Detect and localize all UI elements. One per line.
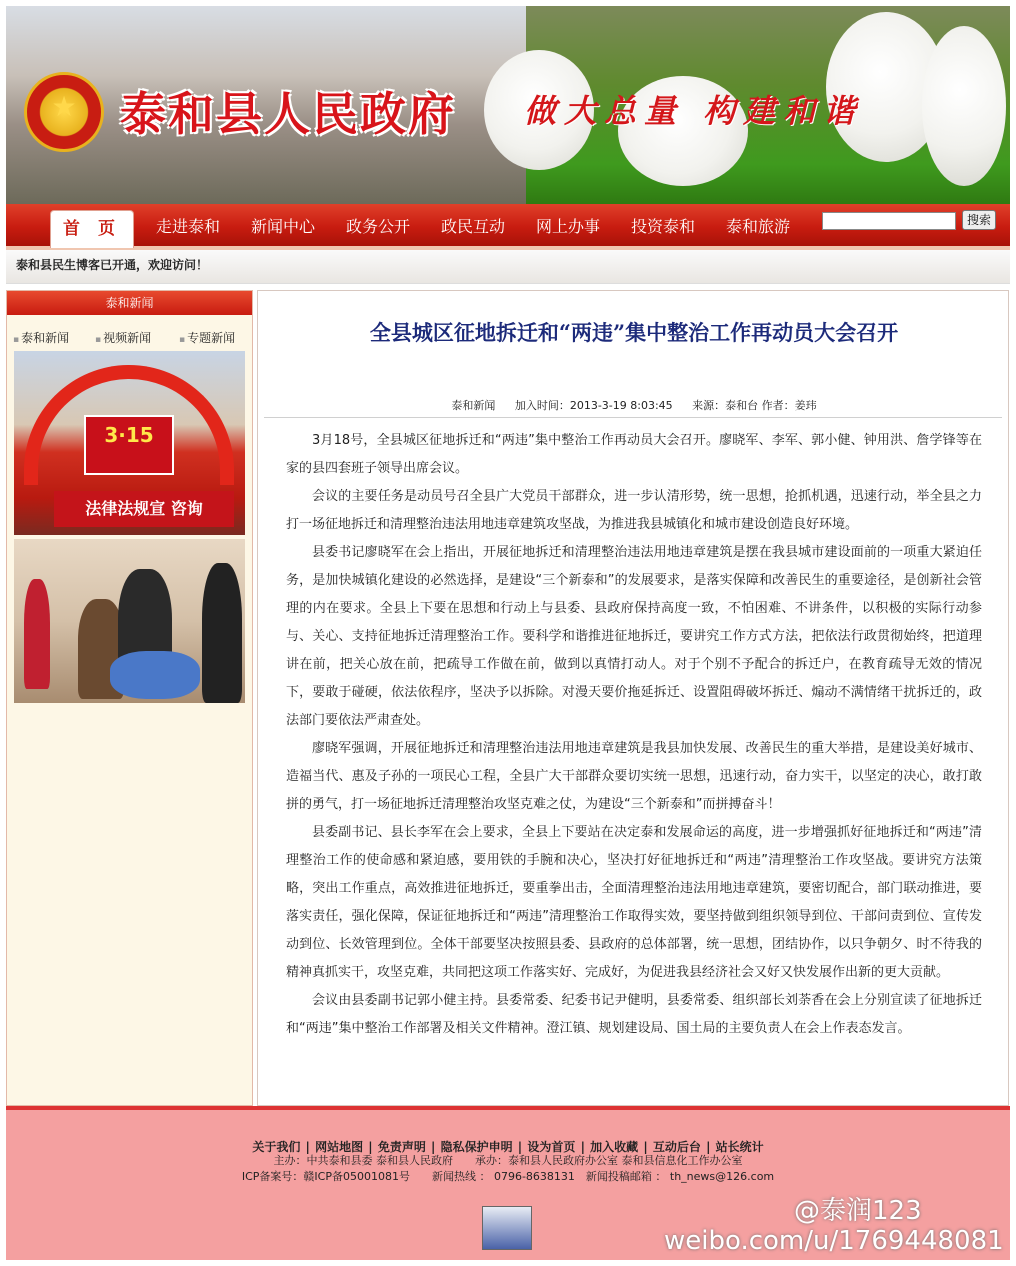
article-time: 加入时间：2013-3-19 8:03:45 (514, 399, 673, 412)
bullet-icon: ▪ (95, 335, 102, 345)
article-meta (258, 397, 1010, 413)
weibo-handle-watermark: @泰润123 (794, 1196, 922, 1226)
nav-item-gov-affairs[interactable]: 政务公开 (346, 217, 411, 236)
nav-item-about[interactable]: 走进泰和 (156, 217, 221, 236)
sidebar-tabs (7, 329, 252, 345)
main-nav (6, 204, 1010, 250)
national-emblem-icon: ★ (24, 72, 104, 152)
tab-taihe-news[interactable]: ▪ 泰和新闻 (13, 331, 70, 345)
bullet-icon: ▪ (179, 335, 186, 345)
bullet-icon: ▪ (13, 335, 20, 345)
site-badge-icon[interactable] (482, 1206, 532, 1250)
article-title: 全县城区征地拆迁和“两违”集中整治工作再动员大会召开 (369, 320, 899, 345)
photo-banner-table: 法律法规宣 咨询 (54, 491, 234, 527)
article-paragraph: 会议由县委副书记郭小健主持。县委常委、纪委书记尹健明，县委常委、组织部长刘荼香在会上分别宣读了征地拆迁和“两违”集中整治工作部署及相关文件精神。澄江镇、规划建设局、国土局的主要负责人在会上作表态发言。 (286, 993, 982, 1036)
footer-link-set-home[interactable]: 设为首页 (527, 1140, 576, 1154)
nav-item-online-services[interactable]: 网上办事 (536, 217, 601, 236)
tab-video-news[interactable]: ▪ 视频新闻 (95, 331, 152, 345)
footer-link-about[interactable]: 关于我们 (252, 1140, 301, 1154)
footer-link-admin[interactable]: 互动后台 (652, 1140, 701, 1154)
news-photo-consumer-day[interactable] (14, 351, 245, 535)
search-input[interactable] (822, 212, 956, 230)
photo-board: 3·15 (84, 415, 174, 475)
banner-slogan: 做大总量 构建和谐 (524, 92, 864, 130)
article-paragraph: 会议的主要任务是动员号召全县广大党员干部群众，进一步认清形势，统一思想，抢抓机遇，迅速行动，举全县之力打一场征地拆迁和清理整治违法用地违章建筑攻坚战，为推进我县城镇化和城市建设创造良好环境。 (286, 489, 982, 532)
weibo-url-watermark: weibo.com/u/1769448081 (664, 1226, 1004, 1256)
footer-link-privacy[interactable]: 隐私保护申明 (440, 1140, 513, 1154)
nav-item-home[interactable]: 首 页 (50, 210, 134, 248)
article-paragraph: 县委副书记、县长李军在会上要求，全县上下要站在决定泰和发展命运的高度，进一步增强抓好征地拆迁和“两违”清理整治工作的使命感和紧迫感，要用铁的手腕和决心，坚决打好征地拆迁和“两违”清理整治工作攻坚战。要讲究方法策略，突出工作重点，高效推进征地拆迁，要重拳出击，全面清理整治违法用地违章建筑，要密切配合，部门联动推进，要落实责任，强化保障，保证征地拆迁和“两违”清理整治工作取得实效，要坚持做到组织领导到位、干部问责到位、宣传发动到位、长效管理到位。全体干部要坚决按照县委、县政府的总体部署，统一思想，团结协作，以只争朝夕、时不待我的精神真抓实干，攻坚克难，共同把这项工作落实好、完成好，为促进我县经济社会又好又快发展作出新的更大贡献。 (286, 825, 982, 980)
nav-item-investment[interactable]: 投资泰和 (631, 217, 696, 236)
article-source: 来源：泰和台 作者：姜玮 (692, 399, 817, 412)
sidebar (6, 290, 253, 1106)
article-paragraph: 县委书记廖晓军在会上指出，开展征地拆迁和清理整治违法用地违章建筑是摆在我县城市建设面前的一项重大紧迫任务，是加快城镇化建设的必然选择，是建设“三个新泰和”的发展要求，是落实保障和改善民生的重要途径，是创新社会管理的内在要求。全县上下要在思想和行动上与县委、县政府保持高度一致，不怕困难、不讲条件，以积极的实际行动参与、关心、支持征地拆迁清理整治工作。要科学和谐推进征地拆迁，要讲究工作方式方法，把依法行政贯彻始终，把道理讲在前，把关心放在前，把疏导工作做在前，做到以真情打动人。对于个别不予配合的拆迁户，在教育疏导无效的情况下，要敢于碰硬，依法依程序，坚决予以拆除。对漫天要价拖延拆迁、设置阻碍破坏拆迁、煽动不满情绪干扰拆迁的，政法部门要依法严肃查处。 (286, 545, 982, 728)
footer-links: 关于我们 | 网站地图 | 免责声明 | 隐私保护申明 | 设为首页 | 加入收藏 | 互动后台 | 站长统计 (252, 1140, 764, 1154)
article-paragraph: 廖晓军强调，开展征地拆迁和清理整治违法用地违章建筑是我县加快发展、改善民生的重大举措，是建设美好城市、造福当代、惠及子孙的一项民心工程，全县广大干部群众要切实统一思想，迅速行动，奋力实干，以坚定的决心，敢打敢拼的勇气，打一场征地拆迁清理整治攻坚克难之仗，为建设“三个新泰和”而拼搏奋斗！ (286, 741, 982, 812)
nav-item-interaction[interactable]: 政民互动 (441, 217, 506, 236)
article-paragraph: 3月18号，全县城区征地拆迁和“两违”集中整治工作再动员大会召开。廖晓军、李军、郭小健、钟用洪、詹学锋等在家的县四套班子领导出席会议。 (286, 433, 982, 476)
news-photo-visit[interactable] (14, 539, 245, 703)
divider (264, 417, 1002, 418)
chicken-image (922, 26, 1006, 186)
nav-item-tourism[interactable]: 泰和旅游 (726, 217, 791, 236)
site-title: 泰和县人民政府 (120, 87, 456, 141)
footer-link-stats[interactable]: 站长统计 (715, 1140, 764, 1154)
footer-icp: ICP备案号：赣ICP备05001081号 新闻热线 ： 0796-8638131 新闻投稿邮箱 ： th_news@126.com (241, 1170, 775, 1183)
footer-link-disclaimer[interactable]: 免责声明 (377, 1140, 426, 1154)
sidebar-header: 泰和新闻 (7, 291, 252, 315)
header-banner (6, 6, 1010, 204)
search-button[interactable]: 搜索 (962, 210, 996, 230)
article-category: 泰和新闻 (451, 399, 496, 412)
article-body (286, 427, 982, 1043)
tab-special-news[interactable]: ▪ 专题新闻 (179, 331, 236, 345)
nav-item-news[interactable]: 新闻中心 (251, 217, 316, 236)
article-panel (257, 290, 1009, 1106)
notice-bar[interactable]: 泰和县民生博客已开通，欢迎访问！ (6, 250, 1010, 284)
footer-sponsor: 主办：中共泰和县委 泰和县人民政府 承办：泰和县人民政府办公室 泰和县信息化工作办公室 (273, 1154, 743, 1167)
footer-link-bookmark[interactable]: 加入收藏 (590, 1140, 639, 1154)
footer-link-sitemap[interactable]: 网站地图 (315, 1140, 364, 1154)
